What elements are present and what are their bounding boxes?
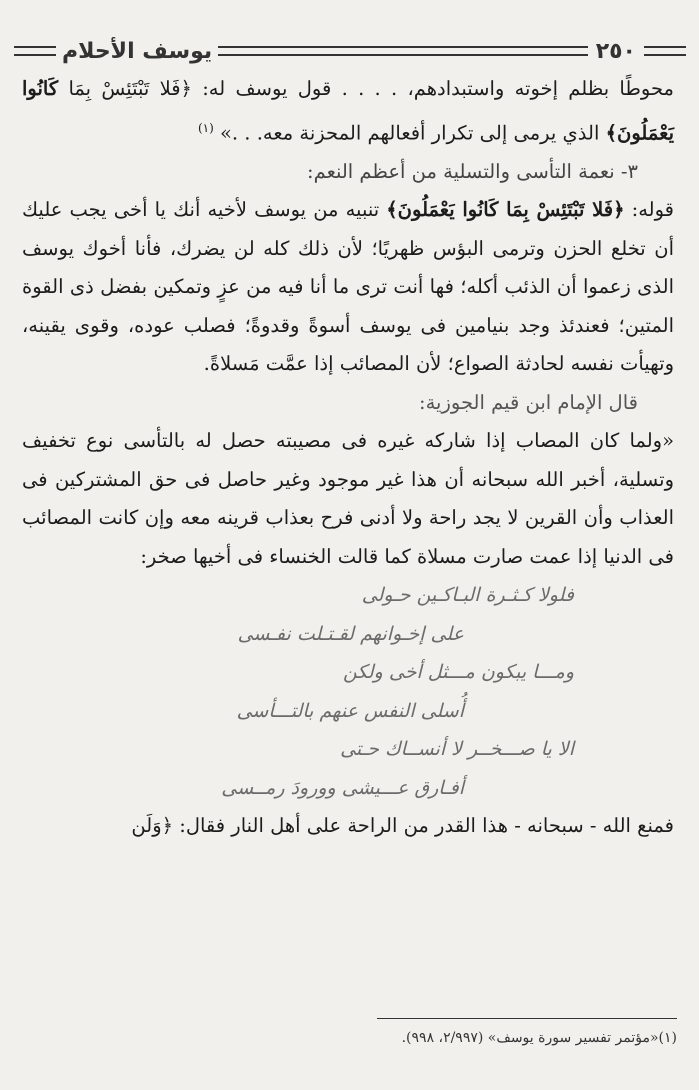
poem-line: أفـارق عـــيشى وورودَ رمــسى [221,776,464,799]
poem-line: ومـــا يبكون مـــثل أخى ولكن [342,661,574,683]
section-heading: ٣- نعمة التأسى والتسلية من أعظم النعم: [307,159,638,183]
footnote-reference: (١) [197,120,214,135]
quote-source: قال الإمام ابن قيم الجوزية: [419,390,638,414]
poem [22,576,674,807]
poem-line: أُسلى النفس عنهم بالتـــأسى [236,699,464,722]
header-rule-middle [218,46,588,56]
page-header [14,34,686,68]
paragraph-1: محوطًا بظلم إخوته واستبدادهم، . . . . قول يوسف له: ﴿فَلا تَبْتَئِسْ بِمَا كَانُوا يَعْمَلُونَ﴾ الذي يرمى إلى تكرار أفعالهم المحزنة معه. . .» $^{(١)}$ [22,77,674,144]
poem-line: الا يا صـــخــر لا أنســاك حـتى [340,738,574,760]
header-rule-left [14,46,56,56]
paragraph-3: «ولما كان المصاب إذا شاركه غيره فى مصيبته حصل له بالتأسى نوع تخفيف وتسلية، أخبر الله سبحانه أن هذا غير موجود وغير حاصل فى حق المشتركين فى العذاب وأن القرين لا يجد راحة ولا أدنى فرح بعذاب قرينه معه وإن كانت المصائب فى الدنيا إذا عمت صارت مسلاة كما قالت الخنساء فى أخيها صخر: [22,429,674,568]
paragraph-2: قوله: ﴿فَلا تَبْتَئِسْ بِمَا كَانُوا يَعْمَلُونَ﴾ تنبيه من يوسف لأخيه أنك يا أخى يجب عليك أن تخلع الحزن وترمى البؤس ظهريًا؛ لأن ذلك كله لن يضرك، فأنا أخوك يوسف الذى زعموا أن الذئب أكله؛ فها أنت ترى ما أنا فيه من عزٍ وتمكين بفضل ذى القوة المتين؛ فعندئذ وجد بنيامين فى يوسف أسوةً وقدوةً؛ فصلب عوده، وقوى يقينه، وتهيأت نفسه لحادثة الصواع؛ لأن المصائب إذا عمَّت مَسلاةً. [22,198,674,375]
poem-line: فلولا كـثـرة البـاكـين حـولى [361,584,574,606]
footnote: (١)«مؤتمر تفسير سورة يوسف» (٢/٩٩٧، ٩٩٨). [401,1030,677,1046]
footnote-divider [377,1018,677,1019]
book-title: يوسف الأحلام [62,38,213,64]
header-rule-right [644,46,686,56]
paragraph-4: فمنع الله - سبحانه - هذا القدر من الراحة على أهل النار فقال: ﴿وَلَن [131,814,674,837]
body-text [22,70,674,846]
poem-line: على إخـوانهم لقـتـلت نفـسى [237,622,464,645]
page-number: ٢٥٠ [595,38,636,64]
